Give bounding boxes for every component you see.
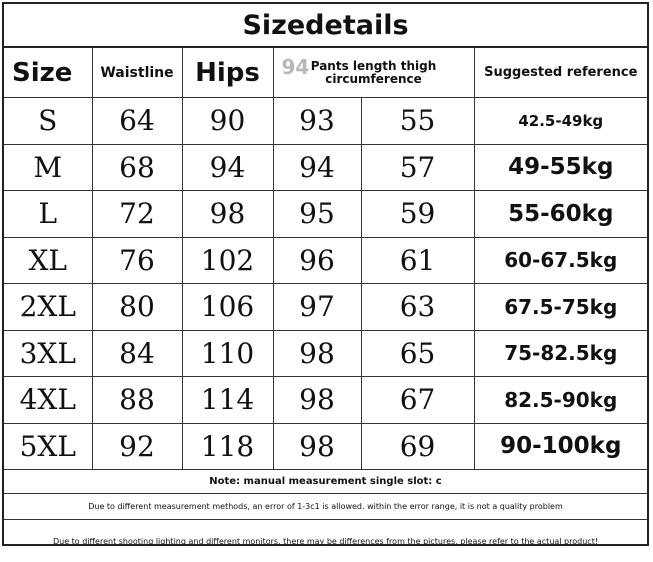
size-table <box>4 48 647 470</box>
waistline-cell: 76 <box>92 237 182 284</box>
note-manual-measurement: Note: manual measurement single slot: c <box>4 470 647 494</box>
thigh-cell: 67 <box>361 377 474 424</box>
table-row <box>4 423 647 470</box>
table-row <box>4 144 647 191</box>
hips-cell: 114 <box>182 377 273 424</box>
thigh-cell: 59 <box>361 191 474 238</box>
waistline-cell: 84 <box>92 330 182 377</box>
header-pants-length-thigh <box>273 48 474 98</box>
size-cell: M <box>4 144 92 191</box>
header-suggested-reference: Suggested reference <box>474 48 647 98</box>
hips-cell: 90 <box>182 98 273 145</box>
pants-length-cell: 95 <box>273 191 361 238</box>
header-ghost-text: 94 <box>281 55 310 79</box>
table-row <box>4 377 647 424</box>
thigh-cell: 69 <box>361 423 474 470</box>
pants-length-cell: 93 <box>273 98 361 145</box>
reference-cell: 82.5-90kg <box>474 377 647 424</box>
waistline-cell: 88 <box>92 377 182 424</box>
hips-cell: 110 <box>182 330 273 377</box>
waistline-cell: 68 <box>92 144 182 191</box>
reference-cell: 60-67.5kg <box>474 237 647 284</box>
table-row <box>4 237 647 284</box>
notes-section <box>4 470 647 562</box>
pants-length-cell: 94 <box>273 144 361 191</box>
header-waistline: Waistline <box>92 48 182 98</box>
size-cell: 4XL <box>4 377 92 424</box>
reference-cell: 49-55kg <box>474 144 647 191</box>
pants-length-cell: 98 <box>273 330 361 377</box>
size-cell: XL <box>4 237 92 284</box>
table-row <box>4 330 647 377</box>
size-chart <box>2 2 649 546</box>
pants-length-cell: 96 <box>273 237 361 284</box>
hips-cell: 94 <box>182 144 273 191</box>
hips-cell: 106 <box>182 284 273 331</box>
note-measurement-error: Due to different measurement methods, an error of 1-3c1 is allowed. within the error range, it is not a quality problem <box>4 494 647 520</box>
hips-cell: 98 <box>182 191 273 238</box>
hips-cell: 118 <box>182 423 273 470</box>
chart-title: Sizedetails <box>4 4 647 48</box>
table-header-row <box>4 48 647 98</box>
waistline-cell: 72 <box>92 191 182 238</box>
reference-cell: 42.5-49kg <box>474 98 647 145</box>
reference-cell: 90-100kg <box>474 423 647 470</box>
thigh-cell: 57 <box>361 144 474 191</box>
size-cell: 5XL <box>4 423 92 470</box>
thigh-cell: 63 <box>361 284 474 331</box>
table-row <box>4 98 647 145</box>
table-row <box>4 191 647 238</box>
waistline-cell: 64 <box>92 98 182 145</box>
pants-length-cell: 98 <box>273 423 361 470</box>
header-pants-label: Pants length thigh circumference <box>310 58 437 86</box>
table-row <box>4 284 647 331</box>
waistline-cell: 80 <box>92 284 182 331</box>
size-cell: S <box>4 98 92 145</box>
reference-cell: 75-82.5kg <box>474 330 647 377</box>
waistline-cell: 92 <box>92 423 182 470</box>
thigh-cell: 61 <box>361 237 474 284</box>
size-cell: 3XL <box>4 330 92 377</box>
thigh-cell: 55 <box>361 98 474 145</box>
header-hips: Hips <box>182 48 273 98</box>
size-cell: 2XL <box>4 284 92 331</box>
reference-cell: 55-60kg <box>474 191 647 238</box>
size-cell: L <box>4 191 92 238</box>
thigh-cell: 65 <box>361 330 474 377</box>
pants-length-cell: 98 <box>273 377 361 424</box>
hips-cell: 102 <box>182 237 273 284</box>
header-size: Size <box>4 48 92 98</box>
note-lighting-disclaimer: Due to different shooting lighting and different monitors, there may be differences from the pictures, please refer to the actual product! <box>52 536 599 546</box>
pants-length-cell: 97 <box>273 284 361 331</box>
reference-cell: 67.5-75kg <box>474 284 647 331</box>
